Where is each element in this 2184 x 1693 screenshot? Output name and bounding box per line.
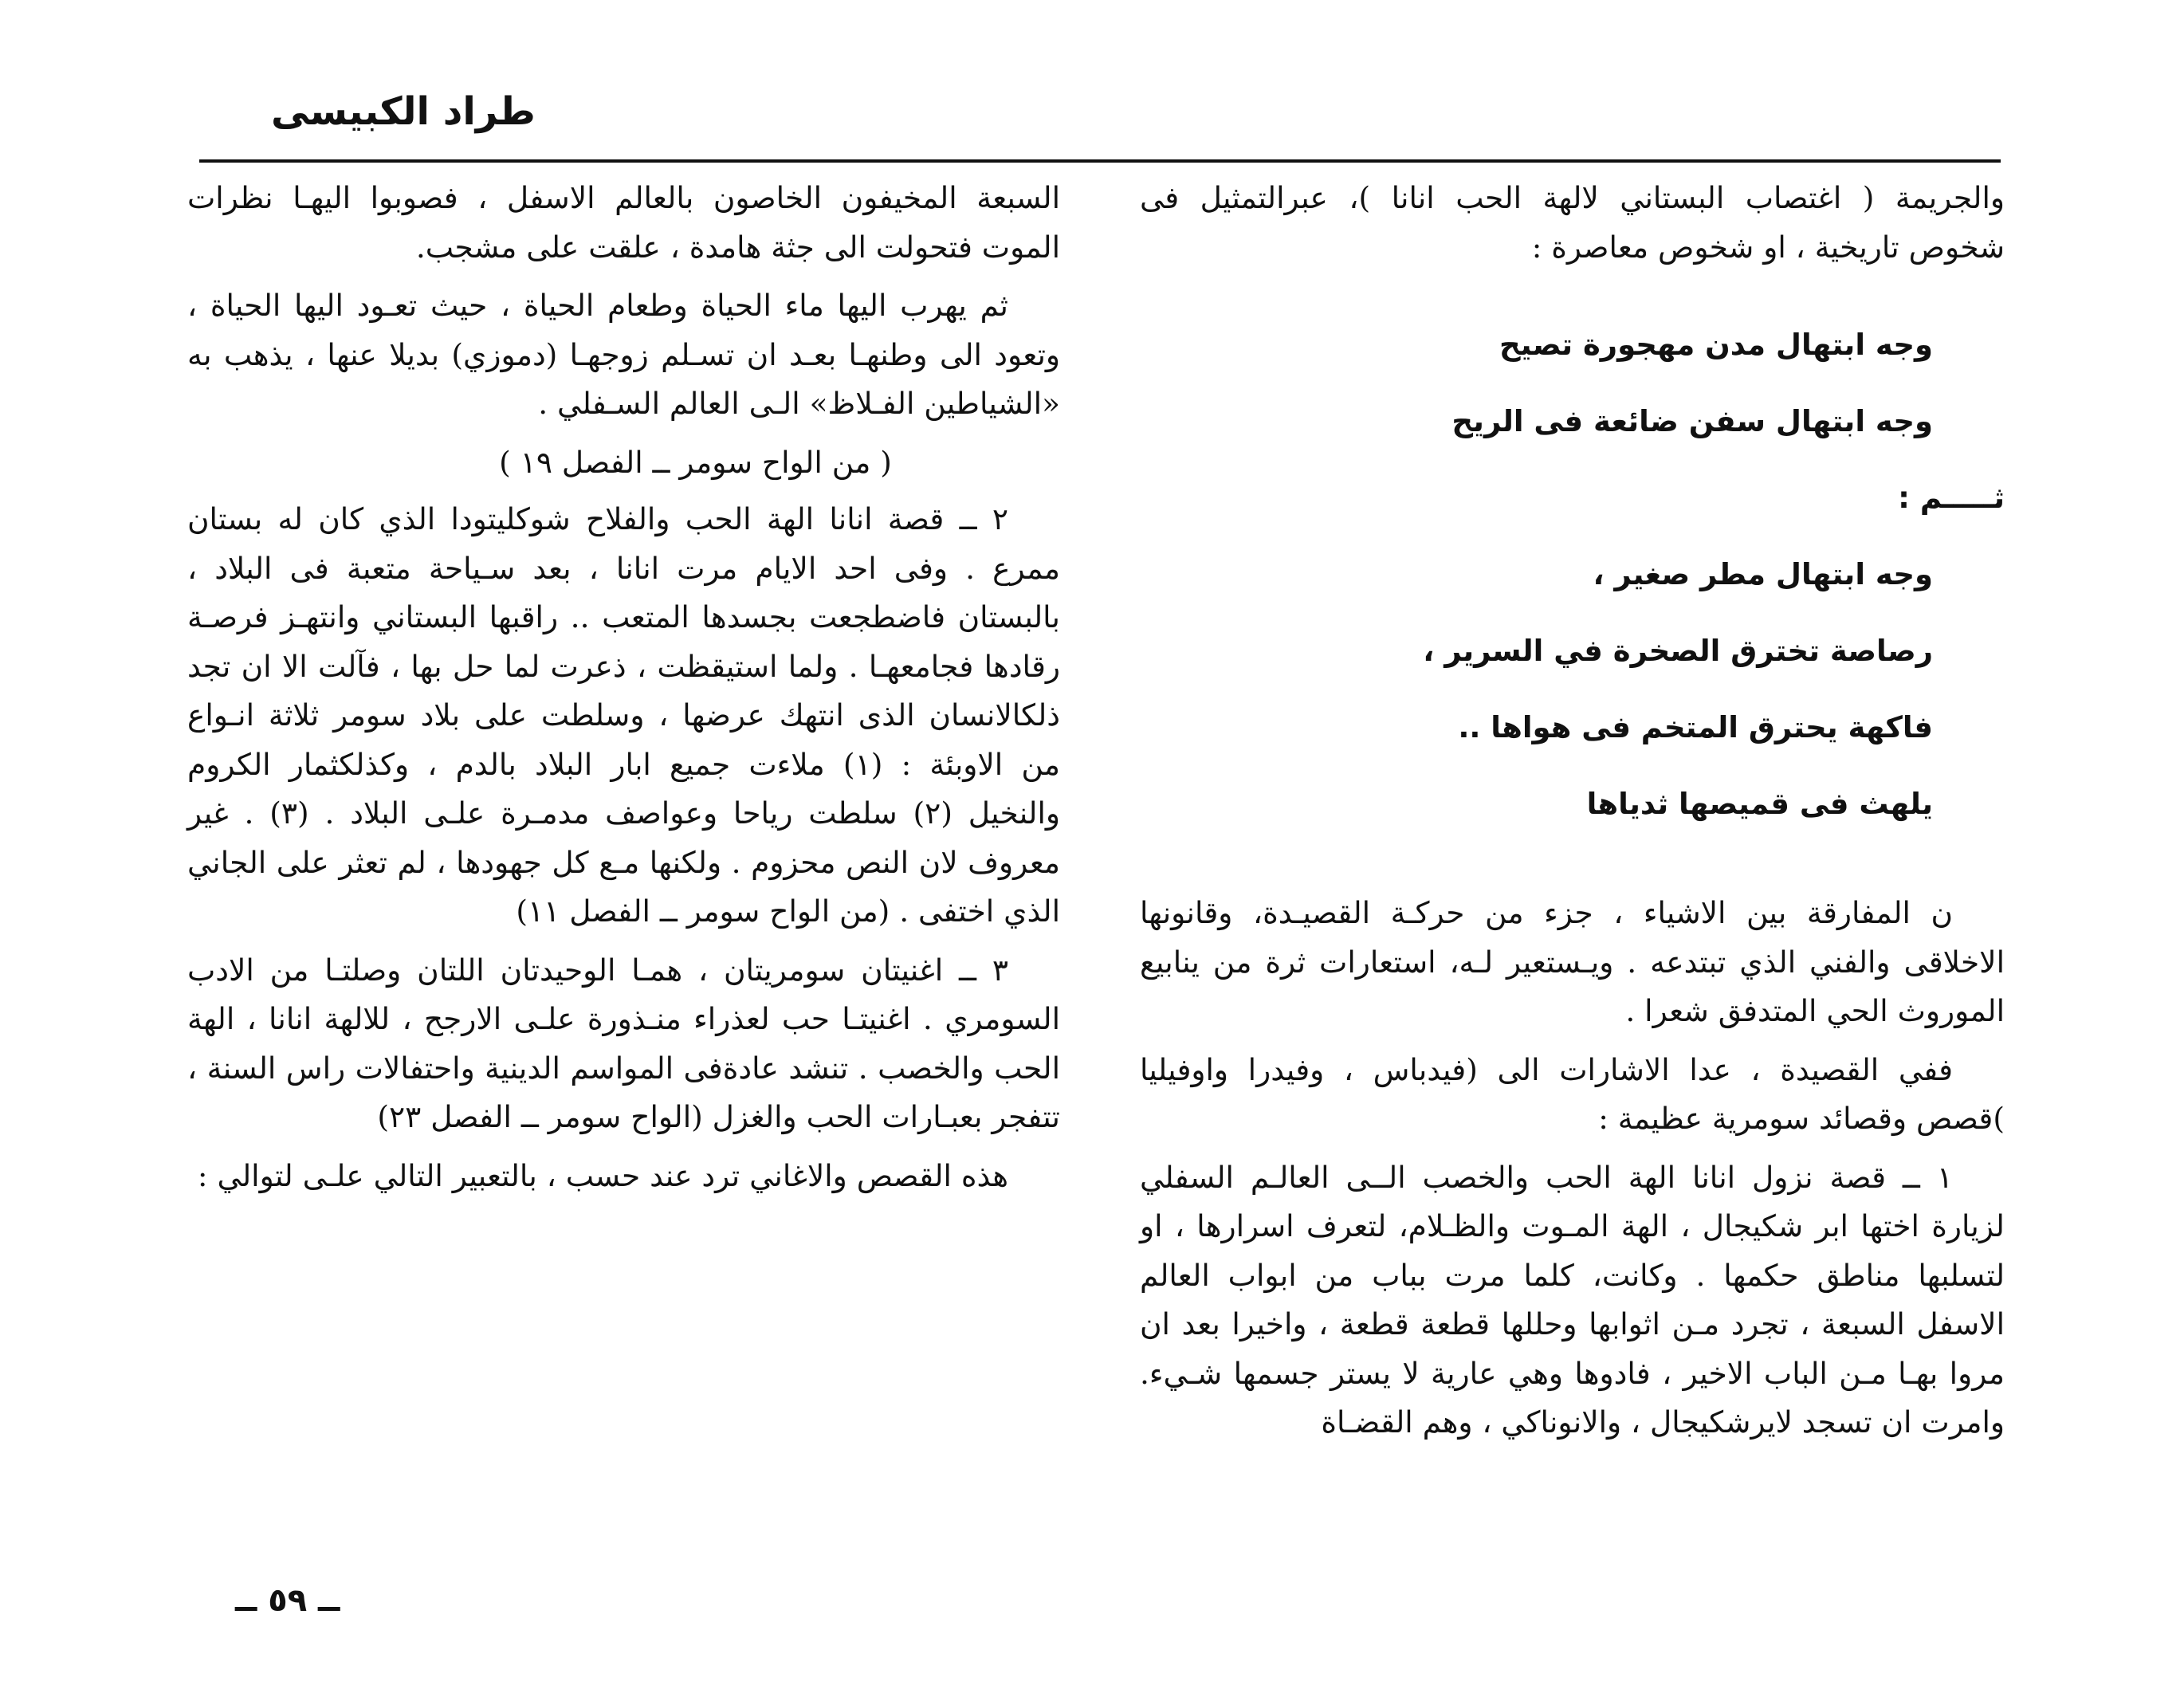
left-paragraph-3: ٢ ــ قصة انانا الهة الحب والفلاح شوكليتودا الذي كان له بستان ممرع . وفى احد الايام مرت انانا ، بعد سـياحة متعبة فى البلاد ، بالبستان فاضطجعت بجسدها المتعب .. راقبها البستاني وانتهـز فرصـة رقادها فجامعهـا . ولما استيقظت ، ذعرت لما حل بها ، فآلت الا ان تجد ذلكالانسان الذى انتهك عرضها ، وسلطت على بلاد سومر ثلاثة انـواع من الاوبئة : (١) ملاءت جميع ابار البلاد بالدم ، وكذلكثمار الكروم والنخيل (٢) سلطت رياحا وعواصف مدمـرة علـى البلاد . (٣) . غير معروف لان النص محزوم . ولكنها مـع كل جهودها ، لم تعثر على الجاني الذي اختفى . (من الواح سومر ــ الفصل ١١) xyxy=(187,501,1061,929)
left-column xyxy=(187,174,1060,1210)
left-paragraph-5: هذه القصص والاغاني ترد عند حسب ، بالتعبير التالي علـى لتوالي : xyxy=(197,1157,1008,1193)
poem-excerpt xyxy=(1140,307,2005,843)
poem-line-2: وجه ابتهال سفن ضائعة فى الريح xyxy=(1451,404,1933,438)
poem-line-3: ثـــــم : xyxy=(1898,481,2005,515)
poem-line-5: رصاصة تخترق الصخرة في السرير ، xyxy=(1423,634,1933,668)
left-paragraph-4: ٣ ــ اغنيتان سومريتان ، همـا الوحيدتان اللتان وصلتـا من الادب السومري . اغنيتـا حب لعذراء منـذورة علـى الارجح ، للالهة انانا ، الهة الحب والخصب . تنشد عادةفى المواسم الدينية واحتفالات راس السنة ، تتفجر بعبـارات الحب والغزل (الواح سومر ــ الفصل ٢٣) xyxy=(187,952,1060,1134)
right-paragraph-3: ١ ــ قصة نزول انانا الهة الحب والخصب الــى العالـم السفلي لزيارة اختها ابر شكيجال ، الهة المـوت والظـلام، لتعرف اسرارها ، او لتسلبها مناطق حكمها . وكانت، كلما مرت بباب من ابواب العالم الاسفل السبعة ، تجرد مـن اثوابها وحللها قطعة قطعة ، واخيرا بعد ان مروا بهـا مـن الباب الاخير ، فادوها وهي عارية لا يستر جسمها شـيء. وامرت ان تسجد لايرشكيجال ، والانوناكي ، وهم القضـاة xyxy=(1140,1159,2005,1440)
poem-line-1: وجه ابتهال مدن مهجورة تصيح xyxy=(1499,328,1933,362)
poem-line-7: يلهث فى قميصها ثدياها xyxy=(1586,787,1933,821)
left-paragraph-2: ثم يهرب اليها ماء الحياة وطعام الحياة ، حيث تعـود اليها الحياة ، وتعود الى وطنهـا بعـد ان تسـلم زوجهـا (دموزي) بديلا عنها ، يذهب به «الشياطين الفـلاظ» الـى العالم السـفلي . xyxy=(187,288,1060,421)
left-paragraph-1: السبعة المخيفون الخاصون بالعالم الاسفل ، فصوبوا اليهـا نظرات الموت فتحولت الى جثة هامدة ، علقت على مشجب. xyxy=(187,180,1060,265)
citation-line: ( من الواح سومر ــ الفصل ١٩ ) xyxy=(499,444,892,480)
poem-line-6: فاكهة يحترق المتخم فى هواها .. xyxy=(1458,710,1933,744)
header-rule xyxy=(199,159,2001,163)
running-head-author: طراد الكبيسى xyxy=(271,89,536,134)
right-paragraph-2: ففي القصيدة ، عدا الاشارات الى (فيدباس ، وفيدرا واوفيليا )قصص وقصائد سومرية عظيمة : xyxy=(1140,1051,2005,1136)
right-intro-paragraph: والجريمة ( اغتصاب البستاني لالهة الحب انانا )، عبرالتمثيل فى شخوص تاريخية ، او شخوص معاصرة : xyxy=(1140,180,2005,265)
poem-line-4: وجه ابتهال مطر صغير ، xyxy=(1593,557,1933,591)
right-paragraph-1: ن المفارقة بين الاشياء ، جزء من حركـة القصيـدة، وقانونها الاخلاقى والفني الذي تبتدعه . ويـستعير لـه، استعارات ثرة من ينابيع الموروث الحي المتدفق شعرا . xyxy=(1140,895,2005,1028)
page-number: ــ ٥٩ ــ xyxy=(235,1582,340,1619)
right-column xyxy=(1140,174,2005,1457)
